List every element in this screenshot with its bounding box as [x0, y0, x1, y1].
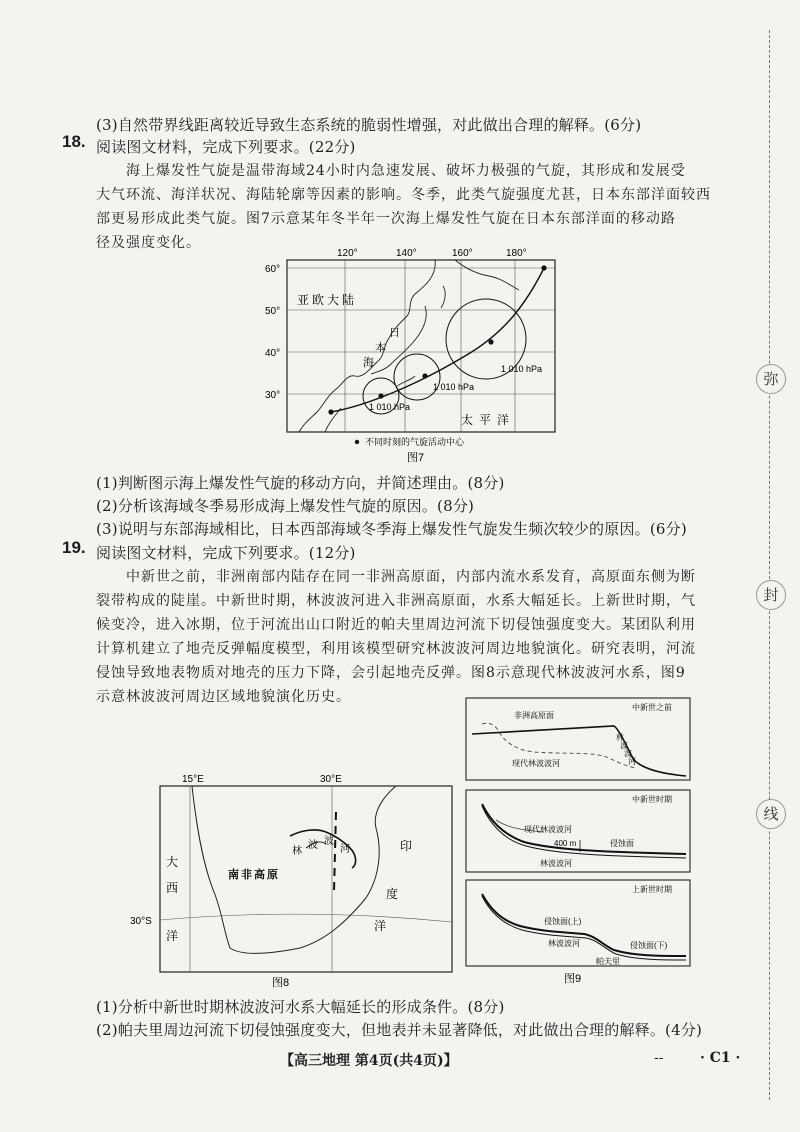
figure-7-map: [265, 246, 565, 466]
svg-text:林波波河: 林波波河: [540, 859, 572, 868]
svg-text:林: 林: [616, 733, 624, 742]
q19-number: 19.: [62, 538, 86, 557]
lat-label: 30°S: [130, 916, 152, 927]
lat-label: 50°: [265, 306, 281, 317]
footer-code: · C1 ·: [700, 1050, 741, 1066]
footer-dash: --: [654, 1050, 664, 1066]
profile-panel-miocene: [466, 790, 690, 872]
q19-material-line: 候变冷，进入冰期，位于河流出山口附近的帕夫里周边河流下切侵蚀强度变大。某团队利用: [96, 617, 696, 633]
figure-7-caption: 图7: [407, 452, 425, 464]
svg-text:帕夫里: 帕夫里: [596, 957, 620, 966]
q19-material-line: 计算机建立了地壳反弹幅度模型，利用该模型研究林波波河周边地貌演化。研究表明，河流: [96, 641, 696, 657]
indian-label: 度: [386, 887, 399, 901]
legend-text: 不同时刻的气旋活动中心: [365, 437, 465, 447]
q19-material-line: 侵蚀导致地表物质对地壳的压力下降，会引起地壳反弹。图8示意现代林波波河水系，图9: [96, 665, 686, 681]
lon-label: 180°: [506, 248, 527, 259]
svg-text:中新世时期: 中新世时期: [632, 795, 672, 804]
indian-label: 印: [400, 839, 413, 853]
svg-text:侵蚀面(上): 侵蚀面(上): [544, 917, 582, 926]
japan-label: 日: [389, 327, 400, 339]
lon-label: 140°: [396, 248, 417, 259]
river-label: 波: [308, 840, 318, 851]
seal-feng: 封: [756, 580, 786, 610]
seal-xian: 线: [756, 799, 786, 829]
q19-instruction: 阅读图文材料，完成下列要求。(12分): [96, 544, 356, 562]
atlantic-label: 大: [166, 855, 179, 869]
figure-9-caption: 图9: [564, 973, 582, 985]
q19-material-line: 裂带构成的陡崖。中新世时期，林波波河进入非洲高原面，水系大幅延长。上新世时期，气: [96, 593, 696, 609]
lon-label: 15°E: [182, 774, 204, 785]
svg-text:侵蚀面(下): 侵蚀面(下): [630, 941, 668, 950]
binding-dashed-line: [769, 30, 770, 1100]
q19-material-line: 中新世之前，非洲南部内陆存在同一非洲高原面，内部内流水系发育，高原面东侧为断: [126, 569, 696, 585]
q18-question-2: (2)分析该海域冬季易形成海上爆发性气旋的原因。(8分): [96, 497, 475, 515]
continent-label: 亚欧大陆: [297, 293, 358, 307]
indian-label: 洋: [374, 919, 387, 933]
svg-text:400 m: 400 m: [554, 839, 577, 848]
lon-label: 160°: [452, 248, 473, 259]
page-footer: 【高三地理 第4页(共4页)】: [280, 1053, 458, 1069]
pressure-circles: [363, 299, 526, 414]
figure-8-caption: 图8: [272, 977, 290, 989]
q17-sub3: (3)自然带界线距离较近导致生态系统的脆弱性增强，对此做出合理的解释。(6分): [96, 116, 642, 134]
q18-material-line: 海上爆发性气旋是温带海域24小时内急速发展、破坏力极强的气旋，其形成和发展受: [126, 163, 686, 179]
q18-number: 18.: [62, 132, 86, 151]
svg-text:波: 波: [620, 741, 628, 750]
lon-label: 120°: [337, 248, 358, 259]
lat-label: 30°: [265, 390, 281, 401]
q19-material-line: 示意林波波河周边区域地貌演化历史。: [96, 689, 351, 705]
legend-dot: [355, 440, 359, 444]
svg-text:河: 河: [628, 757, 636, 766]
svg-text:中新世之前: 中新世之前: [632, 703, 672, 712]
profile-panel-miocene-before: [466, 698, 690, 780]
coastline: [192, 786, 399, 953]
lon-label: 30°E: [320, 774, 342, 785]
atlantic-label: 洋: [166, 929, 179, 943]
river-label: 林: [292, 846, 302, 857]
atlantic-label: 西: [166, 881, 179, 895]
figure-8-map: [130, 772, 460, 990]
japan-label: 本: [375, 342, 386, 354]
q18-question-1: (1)判断图示海上爆发性气旋的移动方向，并简述理由。(8分): [96, 474, 505, 492]
figure-9-profiles: [464, 694, 696, 988]
profile-panel-pliocene: [466, 880, 690, 966]
lat-label: 40°: [265, 348, 281, 359]
svg-text:林波波河: 林波波河: [548, 939, 580, 948]
svg-text:上新世时期: 上新世时期: [632, 885, 672, 894]
svg-text:波: 波: [624, 749, 632, 758]
lat-label: 60°: [265, 264, 281, 275]
svg-text:非洲高原面: 非洲高原面: [514, 711, 554, 720]
q18-material-line: 大气环流、海洋状况、海陆轮廓等因素的影响。冬季，此类气旋强度尤甚，日本东部洋面较西: [96, 187, 711, 203]
escarpment-line: [334, 812, 336, 892]
svg-text:现代林波波河: 现代林波波河: [512, 759, 560, 768]
q18-question-3: (3)说明与东部海域相比，日本西部海域冬季海上爆发性气旋发生频次较少的原因。(6分): [96, 520, 687, 538]
q18-material-line: 部更易形成此类气旋。图7示意某年冬半年一次海上爆发性气旋在日本东部洋面的移动路: [96, 211, 676, 227]
pressure-label: 1 010 hPa: [433, 382, 475, 392]
q19-question-2: (2)帕夫里周边河流下切侵蚀强度变大，但地表并未显著降低，对此做出合理的解释。(4分): [96, 1021, 703, 1039]
river-label: 波: [324, 836, 334, 847]
q19-question-1: (1)分析中新世时期林波波河水系大幅延长的形成条件。(8分): [96, 998, 505, 1016]
q18-material-line: 径及强度变化。: [96, 235, 201, 251]
plateau-label: 南非高原: [228, 869, 280, 881]
pressure-label: 1 010 hPa: [369, 402, 411, 412]
river-label: 河: [340, 844, 350, 855]
svg-text:侵蚀面: 侵蚀面: [610, 839, 634, 848]
map-frame: [160, 786, 452, 972]
svg-text:现代林波波河: 现代林波波河: [524, 825, 572, 834]
japan-label: 海: [363, 357, 374, 369]
ocean-label: 太平洋: [461, 413, 516, 427]
pressure-label: 1 010 hPa: [501, 364, 543, 374]
q18-instruction: 阅读图文材料，完成下列要求。(22分): [96, 138, 356, 156]
seal-mi: 弥: [756, 364, 786, 394]
cyclone-centres: [328, 265, 546, 414]
